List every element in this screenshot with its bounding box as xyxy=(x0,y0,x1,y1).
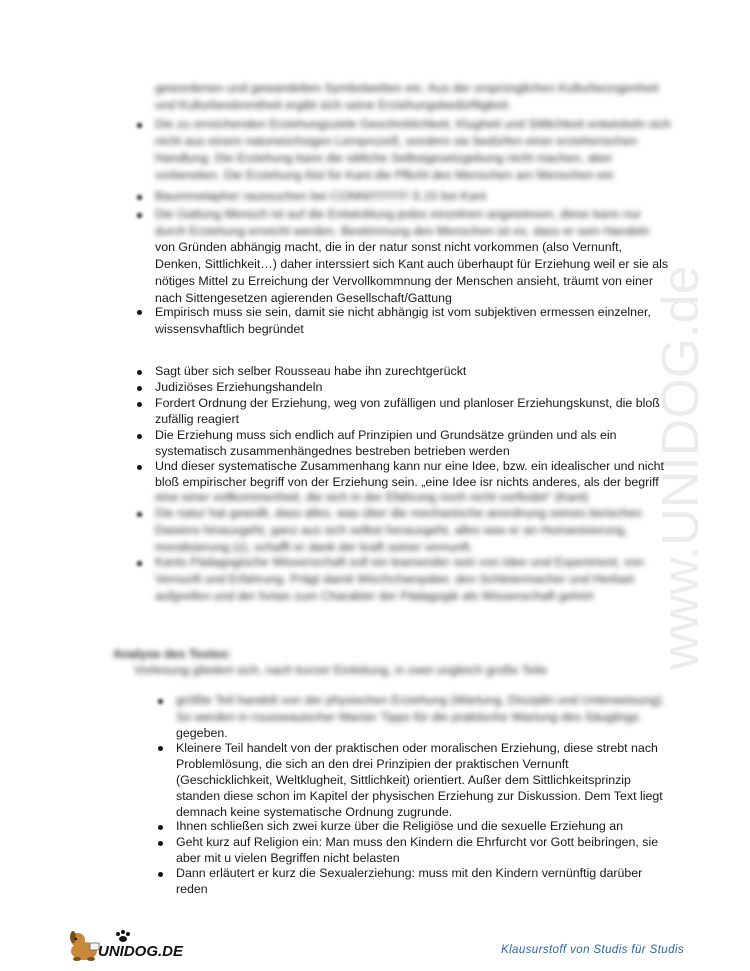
bullet-icon xyxy=(158,699,163,704)
logo-text: UNIDOG.DE xyxy=(98,943,184,960)
bullet-icon xyxy=(137,310,142,315)
bullet-icon xyxy=(158,841,163,846)
paw-icon xyxy=(116,930,130,942)
bullet-icon xyxy=(158,872,163,877)
blurred-text-line: aufgreifen und der fortan zum Charakter der Pädagogik als Wissenschaft gehört xyxy=(155,589,594,603)
list-item-line: demnach keine systematische Ordnung zugrunde. xyxy=(176,805,453,819)
list-item-line: Empirisch muss sie sein, damit sie nicht abhängig ist vom subjektiven ermessen einzelner, xyxy=(155,305,651,319)
paragraph-line: nach Sittengesetzen agierenden Gesellschaft/Gattung xyxy=(155,291,452,305)
bullet-icon xyxy=(137,123,142,128)
bullet-icon xyxy=(137,465,142,470)
list-item-line: aber mit u vielen Begriffen nicht belasten xyxy=(176,851,400,865)
list-item-line: zufällig reagiert xyxy=(155,412,240,426)
list-item-line: Ihnen schließen sich zwei kurze über die Religiöse und die sexuelle Erziehung an xyxy=(176,819,624,833)
list-item-line: bloß empirischer begriff von der Erziehung sein. „eine Idee isr nichts anderes, als der begriff xyxy=(155,475,659,489)
blurred-text-line: vorbereiten. Die Erziehung löst für Kant die Pflicht des Menschen am Menschen ein xyxy=(155,168,614,182)
bullet-icon xyxy=(137,402,142,407)
list-item-line: Sagt über sich selber Rousseau habe ihn zurechtgerückt xyxy=(155,364,467,378)
blurred-text-line: Kants Pädagogische Wissenschaft soll ein leamender sein von Idee und Experiment, von xyxy=(155,555,645,569)
blurred-text-line: und Kulturbestimmtheit ergibt sich seine Erziehungsbedürftigkeit. xyxy=(155,98,512,112)
footer-tagline: Klausurstoff von Studis für Studis xyxy=(501,944,684,956)
list-item-line: (Geschicklichkeit, Weltklugheit, Sittlichkeit) orientiert. Außer dem Sittlichkeitsprinzip xyxy=(176,773,631,787)
blurred-text-line: moralisierung (z), schafft er dank der kraft seiner vernunft. xyxy=(155,540,473,554)
list-item-line: Fordert Ordnung der Erziehung, weg von zufälligen und planloser Erziehungskunst, die bloß xyxy=(155,396,660,410)
blurred-text-line: eine einer vollkommenheit, die sich in der Efahrung noch nicht vorfindet" (Kant) xyxy=(155,490,589,504)
blurred-text-line: Handlung. Die Erziehung kann die sittliche Selbstgesetzgebung nicht machen, aber xyxy=(155,151,613,165)
blurred-text-line: nicht aus einem naturwüchsigen Lernprozeß, sondern sie bedürfen einer erzieherischen xyxy=(155,134,638,148)
list-item-line: Problemlösung, die sich an den drei Prinzipien der praktischen Vernunft xyxy=(176,757,569,771)
list-item-line: Dann erläutert er kurz die Sexualerziehung: muss mit den Kindern vernünftig darüber xyxy=(176,866,643,880)
blurred-text-line: Vorlesung gliedert sich, nach kurzer Einleitung, in zwei ungleich große Teile xyxy=(134,663,548,677)
list-item-line: Geht kurz auf Religion ein: Man muss den Kindern die Ehrfurcht vor Gott beibringen, sie xyxy=(176,835,659,849)
bullet-icon xyxy=(158,746,163,751)
list-item-line: systematisch zusammenhängednes bestreben betrieben werden xyxy=(155,444,510,458)
watermark-text: www.UNIDOG.de xyxy=(652,265,710,670)
unidog-logo xyxy=(64,925,204,965)
bullet-icon xyxy=(137,386,142,391)
blurred-text-line: größte Teil handelt von der physischen Erziehung (Wartung, Disziplin und Unterweisung). xyxy=(176,693,665,707)
bullet-icon xyxy=(137,195,142,200)
list-item-line: Die Erziehung muss sich endlich auf Prinzipien und Grundsätze gründen und als ein xyxy=(155,428,617,442)
paragraph-line: gegeben. xyxy=(176,726,228,740)
list-item-line: Judiziöses Erziehungshandeln xyxy=(155,380,323,394)
blurred-text-line: Die natur hat gewollt, dass alles, was über die mechanische anordnung seines tierischen xyxy=(155,506,642,520)
list-item-line: wissensvhaftlich begründet xyxy=(155,322,304,336)
list-item-line: reden xyxy=(176,882,208,896)
bullet-icon xyxy=(137,434,142,439)
paragraph-line: von Gründen abhängig macht, die in der natur sonst nicht vorkommen (also Vernunft, xyxy=(155,240,622,254)
list-item-line: Und dieser systematische Zusammenhang kann nur eine Idee, bzw. ein idealischer und nicht xyxy=(155,459,664,473)
blurred-text-line: Vernunft und Erfahrung. Prägt damit Wischcharspäter, den Schleiermacher und Herbart xyxy=(155,572,635,586)
blurred-text-line: Die zu erreichenden Erziehungsziele Geschicklichkeit, Klugheit und Sittlichkeit entwickeln sich xyxy=(155,117,671,131)
dog-icon xyxy=(70,931,99,961)
blurred-text-line: gewordenen und gewandelten Symbolwelten ein. Aus der ursprünglichen Kulturbezogenheit xyxy=(155,81,659,95)
paragraph-line: nötiges Mittel zu Erreichung der Vervollkommnung der Menschen ansieht, träumt von einer xyxy=(155,274,653,288)
bullet-icon xyxy=(137,512,142,517)
bullet-icon xyxy=(158,825,163,830)
list-item-line: Kleinere Teil handelt von der praktischen oder moralischen Erziehung, diese strebt nach xyxy=(176,741,658,755)
blurred-text-line: Daseins hinausgeht, ganz aus sich selbst herausgeht, alles was er an Humanisierung, xyxy=(155,523,628,537)
bullet-icon xyxy=(137,213,142,218)
paragraph-line: Denken, Sittlichkeit…) daher interssiert sich Kant auch überhaupt für Erziehung weil er sie als xyxy=(155,257,669,271)
bullet-icon xyxy=(137,370,142,375)
blurred-text-line: Baummetapher raussuchen bei CONNI!!!!!!!!!!! S.15 bei Kant xyxy=(155,189,487,203)
blurred-text-line: So werden in rousseauischer Manier Tipps für die praktische Wartung des Säuglings xyxy=(176,710,640,724)
blurred-text-line: Die Gattung Mensch ist auf die Entwicklung jedes einzelnen angewiesen, diese kann nur xyxy=(155,207,642,221)
blurred-text-line: durch Erziehung erreicht werden. Bestimmung des Menschen ist es, dass er sein Handeln xyxy=(155,224,650,238)
bullet-icon xyxy=(137,561,142,566)
section-heading: Analyse des Textes: xyxy=(113,647,232,661)
list-item-line: standen diese schon im Kapitel der physischen Erziehung zur Diskussion. Dem Text liegt xyxy=(176,789,663,803)
